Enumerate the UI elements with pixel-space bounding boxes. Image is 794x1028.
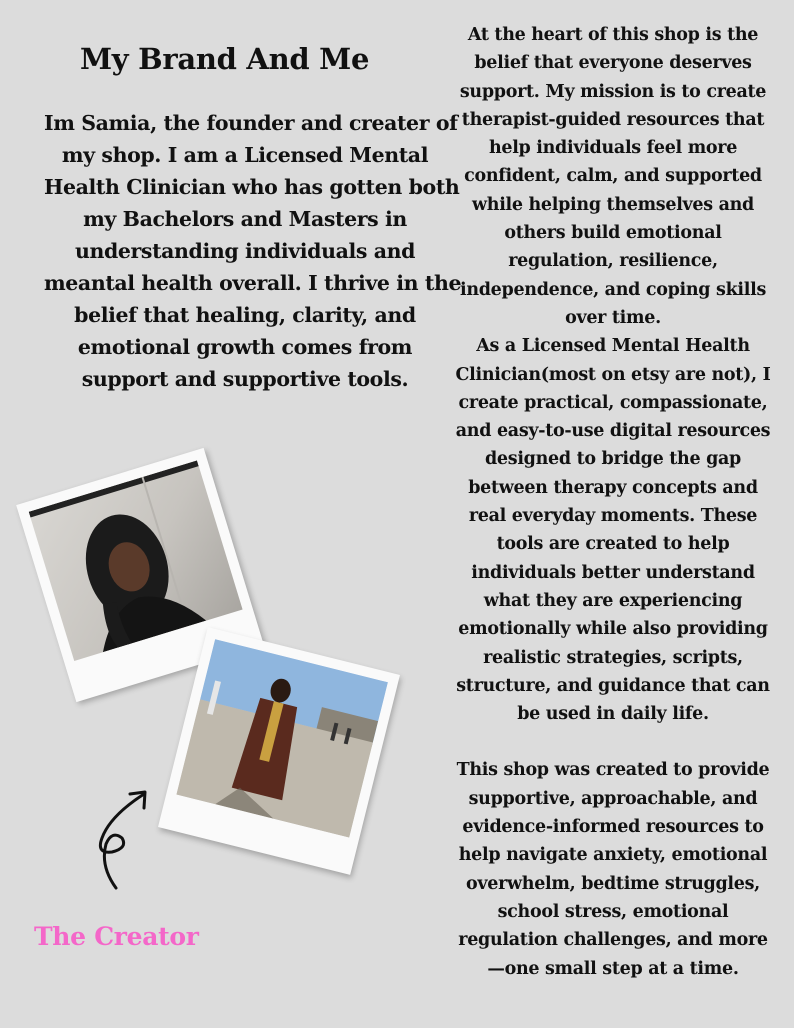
clinician-line: Clinician(most on etsy are not), I: [455, 364, 771, 385]
paragraph-gap: [454, 728, 772, 756]
intro-text: [44, 107, 462, 395]
clinician-line: emotionally while also providing: [458, 619, 768, 640]
clinician-line: As a Licensed Mental Health: [476, 336, 750, 357]
clinician-line: what they are experiencing: [483, 590, 743, 611]
intro-line: support and supportive tools.: [81, 367, 409, 391]
mission-line: At the heart of this shop is the: [467, 25, 759, 45]
curly-arrow-icon: [88, 782, 158, 894]
purpose-line: This shop was created to provide: [456, 760, 770, 781]
intro-line: Im Samia, the founder and creater of: [44, 111, 458, 135]
purpose-line: regulation challenges, and more: [458, 930, 768, 951]
clinician-line: real everyday moments. These: [468, 506, 758, 527]
purpose-line: —one small step at a time.: [487, 958, 739, 979]
purpose-line: supportive, approachable, and: [468, 788, 758, 809]
mission-line: confident, calm, and supported: [464, 166, 762, 187]
mission-line: support. My mission is to create: [459, 81, 767, 102]
intro-line: Health Clinician who has gotten both: [44, 175, 460, 199]
clinician-paragraph: [454, 332, 772, 728]
intro-line: my shop. I am a Licensed Mental: [61, 143, 429, 167]
creator-label: The Creator: [34, 922, 199, 951]
clinician-line: between therapy concepts and: [468, 477, 758, 498]
page-title: My Brand And Me: [80, 42, 370, 76]
clinician-line: and easy-to-use digital resources: [455, 421, 771, 442]
purpose-line: help navigate anxiety, emotional: [458, 845, 768, 866]
intro-line: emotional growth comes from: [77, 335, 413, 359]
mission-line: independence, and coping skills: [459, 279, 767, 300]
mission-line: while helping themselves and: [472, 194, 754, 215]
graduation-illustration: [176, 639, 387, 837]
purpose-line: school stress, emotional: [497, 901, 729, 922]
intro-line: understanding individuals and: [74, 239, 416, 263]
mission-line: regulation, resilience,: [508, 251, 718, 272]
clinician-line: tools are created to help: [496, 534, 730, 555]
mission-column: [454, 21, 772, 983]
clinician-line: realistic strategies, scripts,: [483, 647, 743, 668]
mission-paragraph: [454, 21, 772, 332]
clinician-line: individuals better understand: [471, 562, 755, 583]
intro-line: meantal health overall. I thrive in the: [44, 271, 462, 295]
mission-line: over time.: [565, 307, 661, 328]
mission-line: help individuals feel more: [488, 138, 738, 159]
clinician-line: be used in daily life.: [517, 704, 709, 725]
purpose-line: evidence-informed resources to: [462, 817, 764, 838]
clinician-line: create practical, compassionate,: [458, 392, 768, 413]
clinician-line: designed to bridge the gap: [485, 449, 741, 470]
intro-line: my Bachelors and Masters in: [83, 207, 407, 231]
purpose-paragraph: [454, 756, 772, 982]
clinician-line: structure, and guidance that can: [456, 675, 770, 696]
mission-line: therapist-guided resources that: [461, 109, 765, 130]
graduation-photo: [176, 639, 387, 837]
intro-line: belief that healing, clarity, and: [74, 303, 416, 327]
mission-line: others build emotional: [504, 223, 722, 244]
mission-line: belief that everyone deserves: [474, 53, 752, 74]
purpose-line: overwhelm, bedtime struggles,: [466, 873, 760, 894]
